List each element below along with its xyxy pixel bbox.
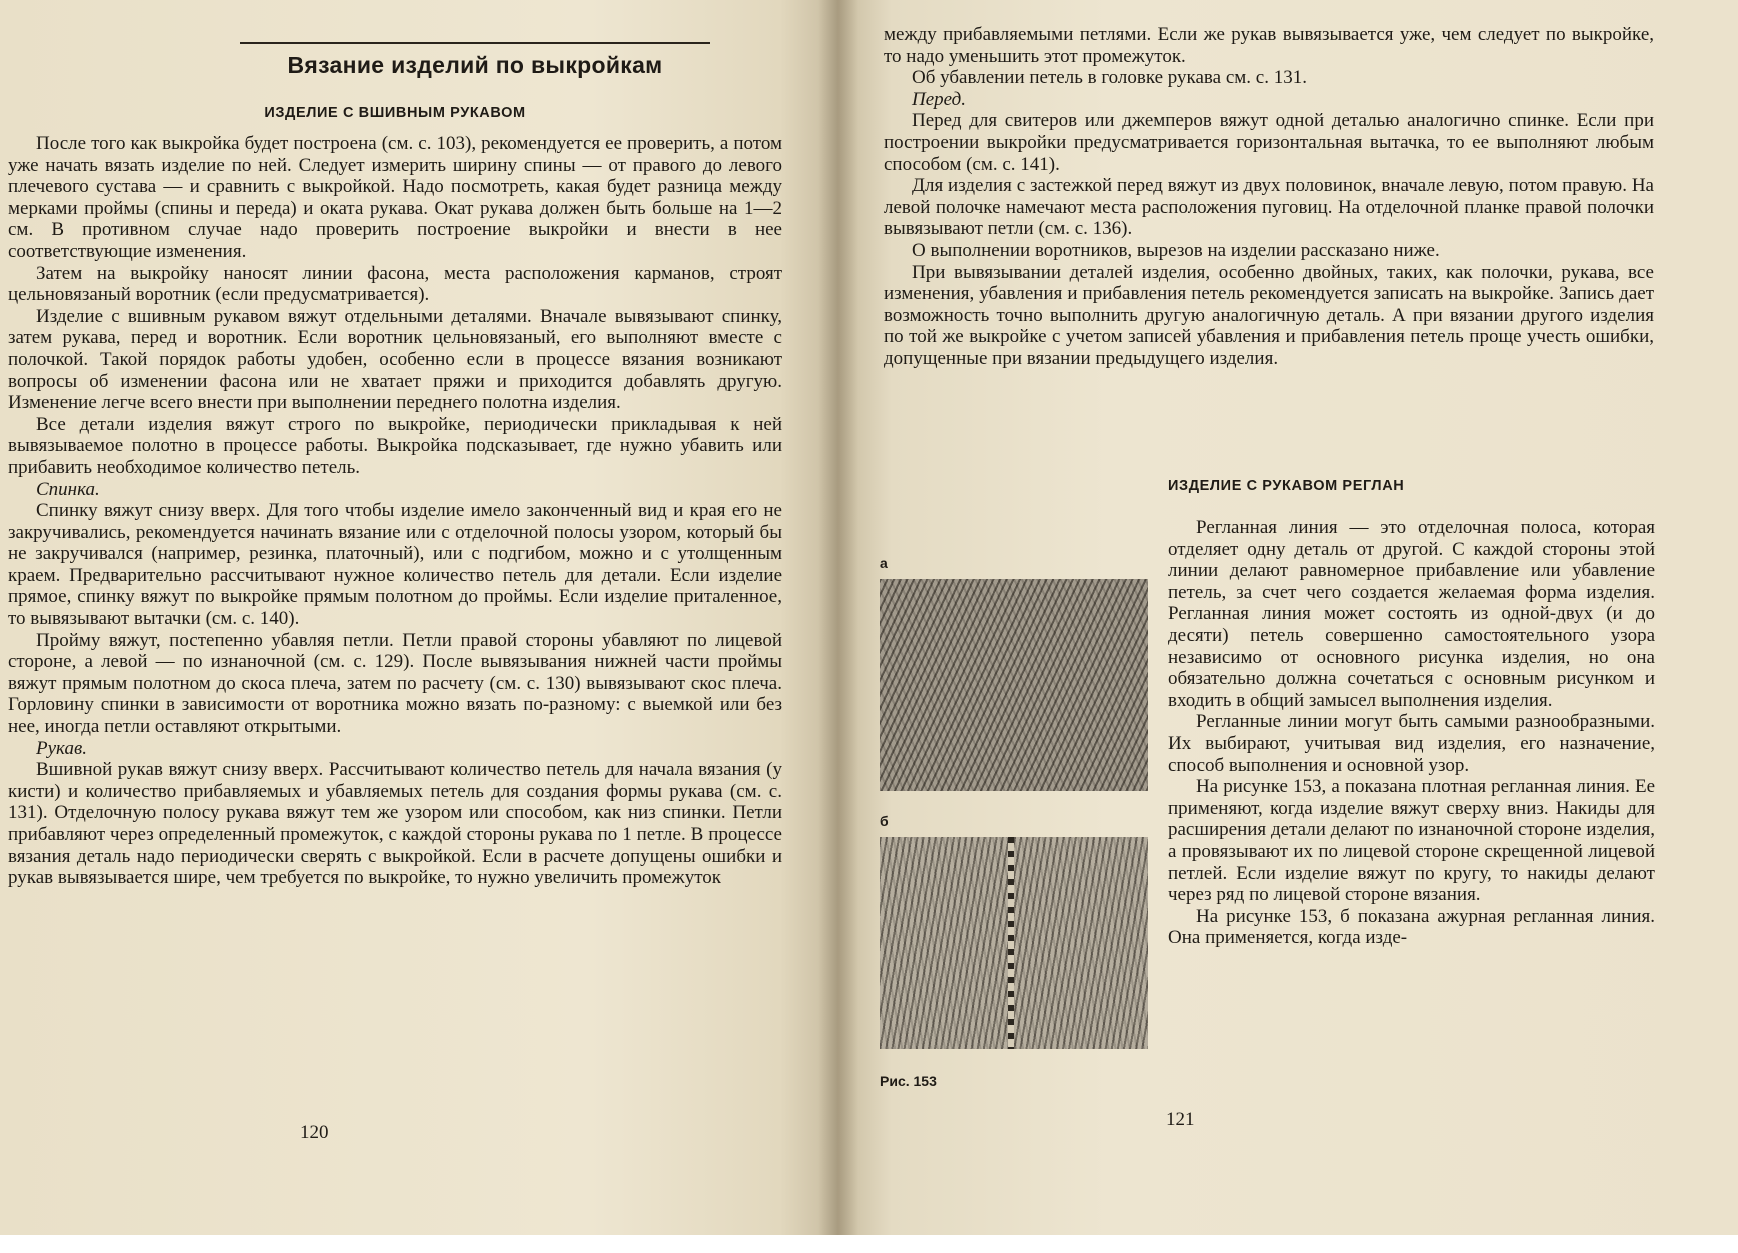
- book-gutter: [818, 0, 858, 1253]
- figure-label-b: б: [880, 813, 889, 829]
- paragraph: Изделие с вшивным рукавом вяжут отдельными деталями. Вначале вывязывают спинку, затем рукава, перед и воротник. Если воротник цельновязаный, его выполняют вместе с полочкой. Такой порядок работы удобен, особенно если в процессе вязания возникают вопросы об изменении фасона или не хватает пряжи и приходится добавлять другую. Изменение легче всего внести при выполнении переднего полотна изделия.: [8, 305, 782, 414]
- figure-153: [880, 555, 1150, 1089]
- paragraph: На рисунке 153, а показана плотная регланная линия. Ее применяют, когда изделие вяжут сверху вниз. Накиды для расширения детали делают по изнаночной стороне изделия, а провязывают их по лицевой стороне скрещенной лицевой петлей. Если изделие вяжут по кругу, то накиды делают через ряд по лицевой стороне вязания.: [1168, 776, 1655, 906]
- page-number-left: 120: [300, 1122, 329, 1143]
- paragraph: Пройму вяжут, постепенно убавляя петли. Петли правой стороны убавляют по лицевой стороне, а левой — по изнаночной (см. с. 129). После вывязывания нижней части проймы вяжут прямым полотном до скоса плеча, затем по расчету (см. с. 130) вывязывают скос плеча. Горловину спинки в зависимости от воротника можно вязать по-разному: с выемкой или без нее, иногда петли оставляют открытыми.: [8, 629, 782, 738]
- paragraph: между прибавляемыми петлями. Если же рукав вывязывается уже, чем следует по выкройке, то надо уменьшить этот промежуток.: [884, 24, 1654, 67]
- openwork-seam: [1008, 837, 1014, 1049]
- paragraph: Регланные линии могут быть самыми разнообразными. Их выбирают, учитывая вид изделия, его назначение, способ выполнения и основной узор.: [1168, 711, 1655, 776]
- paragraph: Для изделия с застежкой перед вяжут из двух половинок, вначале левую, потом правую. На левой полочке намечают места расположения пуговиц. На отделочной планке правой полочки вывязывают петли (см. с. 136).: [884, 175, 1654, 240]
- subheading-back: Спинка.: [36, 478, 100, 500]
- left-page: [0, 0, 838, 1253]
- paragraph: Регланная линия — это отделочная полоса, которая отделяет одну деталь от другой. С каждой стороны этой линии делают равномерное прибавление или убавление петель, за счет чего создается желаемая форма изделия. Регланная линия может состоять из одной-двух (и до десяти) петель совершенно самостоятельного узора независимо от основного рисунка изделия, но она обязательно должна сочетаться с основным рисунком и входить в общий замысел выполнения изделия.: [1168, 517, 1655, 711]
- paragraph: О выполнении воротников, вырезов на изделии рассказано ниже.: [912, 239, 1440, 261]
- paragraph: После того как выкройка будет построена (см. с. 103), рекомендуется ее проверить, а потом уже начать вязать изделие по ней. Следует измерить ширину спины — от правого до левого плечевого сустава — и сравнить с выкройкой. Надо посмотреть, какая будет разница между мерками проймы (спины и переда) и оката рукава. Окат рукава должен быть больше на 1—2 см. В противном случае надо проверить построение выкройки и внести в нее соответствующие изменения.: [8, 133, 782, 262]
- paragraph: Все детали изделия вяжут строго по выкройке, периодически прикладывая к ней вывязываемое полотно в процессе работы. Выкройка подсказывает, где нужно убавить или прибавить необходимое количество петель.: [8, 413, 782, 478]
- paragraph: Вшивной рукав вяжут снизу вверх. Рассчитывают количество петель для начала вязания (у кисти) и количество прибавляемых и убавляемых петель для создания формы рукава (см. с. 131). Отделочную полосу рукава вяжут тем же узором или способом, как низ спинки. Петли прибавляют через определенный промежуток, с каждой стороны рукава по 1 петле. В процессе вязания деталь надо периодически сверять с выкройкой. Если в расчете допущены ошибки и рукав вывязывается шире, чем требуется по выкройке, то нужно увеличить промежуток: [8, 759, 782, 889]
- section-heading-inset-sleeve: ИЗДЕЛИЕ С ВШИВНЫМ РУКАВОМ: [264, 105, 526, 121]
- left-text-block: [8, 133, 782, 889]
- paragraph: Об убавлении петель в головке рукава см. с. 131.: [912, 67, 1307, 89]
- subheading-front: Перед.: [912, 88, 966, 110]
- chapter-title: Вязание изделий по выкройкам: [240, 42, 710, 79]
- page-bottom-edge: [0, 1235, 1738, 1253]
- paragraph: Перед для свитеров или джемперов вяжут одной деталью аналогично спинке. Если при построении выкройки предусматривается горизонтальная вытачка, то ее выполняют любым способом (см. с. 141).: [884, 110, 1654, 175]
- figure-caption: Рис. 153: [880, 1073, 937, 1089]
- subheading-sleeve: Рукав.: [36, 737, 87, 759]
- paragraph: При вывязывании деталей изделия, особенно двойных, таких, как полочки, рукава, все изменения, убавления и прибавления петель рекомендуется записать на выкройке. Запись дает возможность точно выполнить другую аналогичную деталь. А при вязании другого изделия по той же выкройке с учетом записей убавления и прибавления петель проще учесть ошибки, допущенные при вязании предыдущего изделия.: [884, 261, 1654, 369]
- paragraph: Затем на выкройку наносят линии фасона, места расположения карманов, строят цельновязаный воротник (если предусматривается).: [8, 262, 782, 306]
- section-heading-raglan: ИЗДЕЛИЕ С РУКАВОМ РЕГЛАН: [1168, 478, 1405, 494]
- figure-label-a: а: [880, 555, 888, 571]
- knit-swatch-b-image: [880, 837, 1148, 1049]
- knit-swatch-a-image: [880, 579, 1148, 791]
- paragraph: Спинку вяжут снизу вверх. Для того чтобы изделие имело законченный вид и края его не закручивались, рекомендуется начинать вязание или с отделочной полосы узором, который бы не закручивался (например, резинка, платочный), или с подгибом, можно и с утолщенным краем. Предварительно рассчитывают нужное количество петель для детали. Если изделие прямое, спинку вяжут по выкройке прямым полотном до проймы. Если изделие приталенное, то вывязывают вытачки (см. с. 140).: [8, 500, 782, 630]
- right-text-block: [884, 24, 1654, 370]
- paragraph: На рисунке 153, б показана ажурная регланная линия. Она применяется, когда изде-: [1168, 905, 1655, 949]
- page-number-right: 121: [1166, 1109, 1195, 1130]
- raglan-text-column: [1168, 517, 1655, 949]
